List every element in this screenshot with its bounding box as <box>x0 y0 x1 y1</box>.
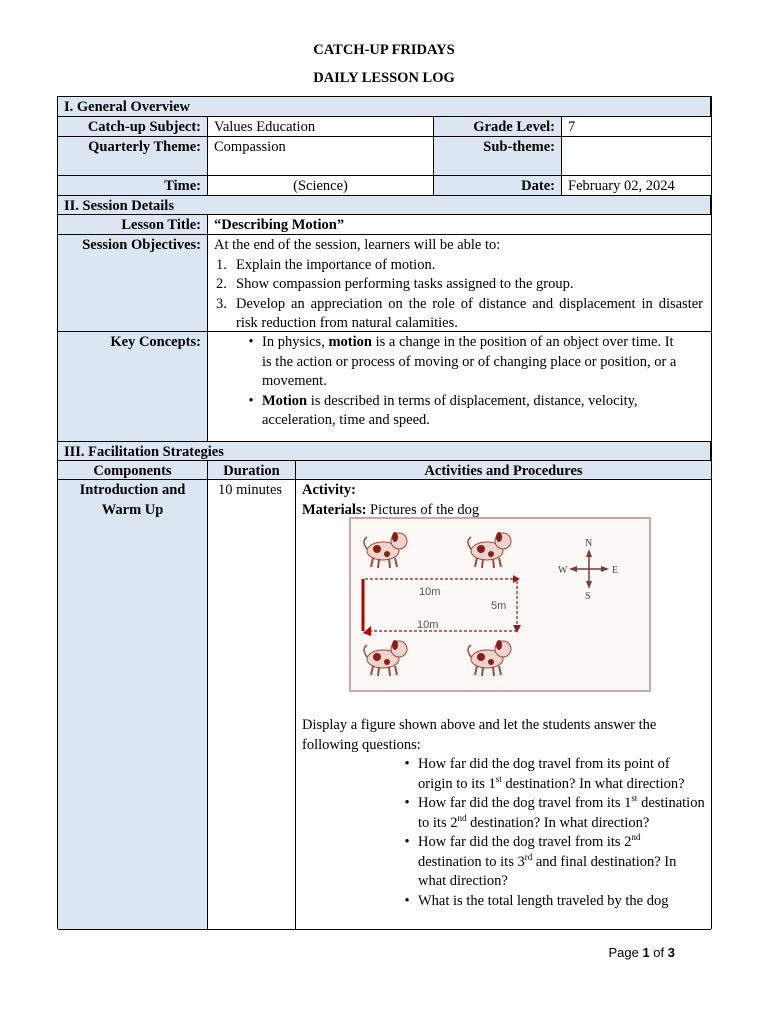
document-subtitle: DAILY LESSON LOG <box>313 70 455 86</box>
lesson-title-value: “Describing Motion” <box>208 215 711 235</box>
duration-cell: 10 minutes <box>208 480 296 930</box>
question-item <box>396 794 705 833</box>
label-top: 10m <box>419 586 441 598</box>
date-label: Date: <box>434 176 562 196</box>
subject-label: Catch-up Subject: <box>58 117 208 137</box>
section-general-heading: I. General Overview <box>58 97 711 117</box>
question-text: How far did the dog travel from its point of origin to its 1 <box>418 756 670 792</box>
bullet-icon: • <box>404 892 410 909</box>
section-facilitation-heading: III. Facilitation Strategies <box>58 442 711 461</box>
date-value: February 02, 2024 <box>562 176 711 196</box>
theme-label: Quarterly Theme: <box>58 137 208 176</box>
col-components-header: Components <box>58 461 208 480</box>
question-text: How far did the dog travel from its 2 <box>418 834 632 850</box>
question-text: destination? In what direction? <box>466 814 650 831</box>
compass-east: E <box>612 565 619 576</box>
compass-south: S <box>585 591 591 602</box>
grade-value: 7 <box>562 117 711 137</box>
section-session-heading: II. Session Details <box>58 196 711 215</box>
lesson-log-table <box>57 96 712 929</box>
time-value: (Science) <box>208 176 434 196</box>
lesson-title-label: Lesson Title: <box>58 215 208 235</box>
arrow-head-icon <box>513 625 521 633</box>
activity-label: Activity: <box>302 482 356 498</box>
objective-number: 1. <box>216 256 227 273</box>
component-cell: Introduction and Warm Up <box>58 480 208 930</box>
concept-term: motion <box>328 334 372 350</box>
materials-value: Pictures of the dog <box>366 501 480 518</box>
question-text: How far did the dog travel from its 1 <box>418 795 632 811</box>
ordinal-suffix: st <box>631 793 638 804</box>
ordinal-suffix: nd <box>457 812 467 823</box>
dog-icon <box>468 640 511 676</box>
time-label: Time: <box>58 176 208 196</box>
concept-text: is described in terms of displacement, distance, velocity, acceleration, time and speed. <box>262 392 638 428</box>
key-concepts-cell <box>208 332 711 442</box>
col-activities-header: Activities and Procedures <box>296 461 711 480</box>
concept-text: is a change in the position of an object over time. It is the action or process of moving or of changing place or position, or a movement. <box>262 334 677 389</box>
question-item <box>396 892 705 912</box>
compass-north: N <box>585 538 593 549</box>
grade-label: Grade Level: <box>434 117 562 137</box>
page-total: 3 <box>667 945 675 960</box>
label-side: 5m <box>491 600 507 612</box>
concept-item <box>240 333 681 392</box>
ordinal-suffix: st <box>495 773 502 784</box>
subtheme-label: Sub-theme: <box>434 137 562 176</box>
question-item <box>396 833 705 892</box>
ordinal-suffix: nd <box>631 832 641 843</box>
question-text: What is the total length traveled by the dog <box>418 892 669 909</box>
concept-text: In physics, <box>262 334 329 350</box>
materials-label: Materials: <box>302 501 367 518</box>
document-title: CATCH-UP FRIDAYS <box>313 42 455 58</box>
dog-icon <box>364 640 407 676</box>
compass-west: W <box>558 565 568 576</box>
page-footer <box>608 945 675 960</box>
question-text: destination to its 2 <box>418 795 705 831</box>
question-item <box>396 755 705 794</box>
theme-value: Compassion <box>208 137 434 176</box>
display-instructions: Display a figure shown above and let the students answer the following questions: <box>302 717 657 753</box>
bullet-icon: • <box>404 834 410 850</box>
figure-drawing <box>351 519 649 690</box>
objectives-label: Session Objectives: <box>58 235 208 332</box>
bullet-icon: • <box>404 795 410 811</box>
objective-item <box>214 275 703 295</box>
label-bottom: 10m <box>417 619 439 631</box>
compass-icon <box>558 538 618 602</box>
dog-motion-figure <box>349 517 651 692</box>
bullet-icon: • <box>248 334 254 350</box>
objective-text: Explain the importance of motion. <box>236 256 436 273</box>
question-text: and final destination? In what direction? <box>418 853 677 889</box>
key-concepts-label: Key Concepts: <box>58 332 208 442</box>
dog-icon <box>468 532 511 568</box>
ordinal-suffix: rd <box>524 851 533 862</box>
objectives-cell <box>208 235 711 332</box>
bullet-icon: • <box>404 756 410 772</box>
objective-item <box>214 295 703 334</box>
col-duration-header: Duration <box>208 461 296 480</box>
page-number: 1 <box>642 945 650 960</box>
subject-value: Values Education <box>208 117 434 137</box>
concept-item <box>240 392 681 431</box>
page-word: Page <box>608 945 639 960</box>
objective-number: 3. <box>216 295 227 312</box>
dog-icon <box>364 532 407 568</box>
objectives-intro: At the end of the session, learners will be able to: <box>214 237 501 253</box>
concept-term: Motion <box>262 392 308 409</box>
objective-text: Show compassion performing tasks assigned to the group. <box>236 276 574 292</box>
of-word: of <box>653 945 665 960</box>
objective-number: 2. <box>216 276 227 292</box>
question-text: destination to its 3 <box>418 853 525 870</box>
objective-text: Develop an appreciation on the role of distance and displacement in disaster risk reduction from natural calamities. <box>236 295 703 331</box>
objective-item <box>214 256 703 276</box>
question-text: destination? In what direction? <box>501 775 685 792</box>
bullet-icon: • <box>248 392 254 409</box>
subtheme-value <box>562 137 711 176</box>
